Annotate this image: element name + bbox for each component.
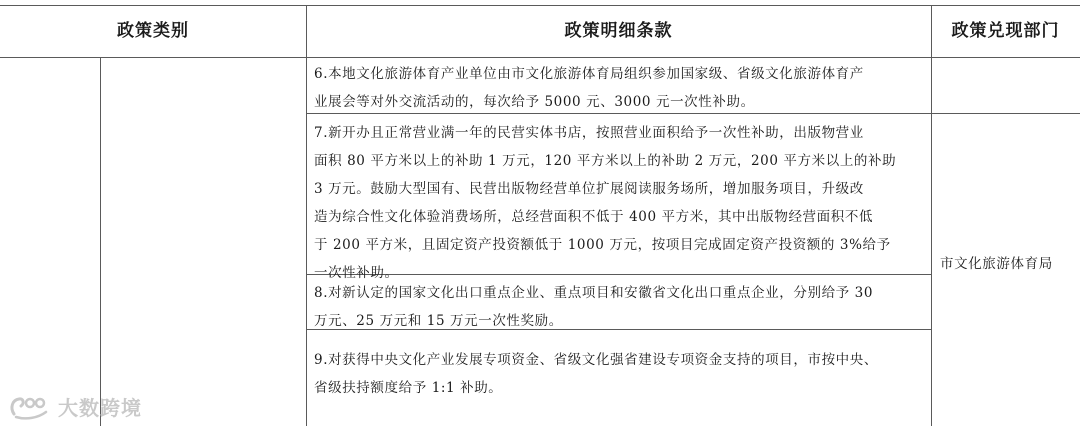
policy-row-9: 9.对获得中央文化产业发展专项资金、省级文化强省建设专项资金支持的项目，市按中央、 省级扶持额度给予 1:1 补助。 bbox=[314, 352, 878, 396]
policy-row-7: 7.新开办且正常营业满一年的民营实体书店，按照营业面积给予一次性补助，出版物营业 面积 80 平方米以上的补助 1 万元，120 平方米以上的补助 2 万元，200 平方米以上的补助 3 万元。鼓励大型国有、民营出版物经营单位扩展阅读服务场所，增加服务项目，升级改 造为综合性文化体验消费场所，总经营面积不低于 400 平方米，其中出版物经营面积不低 于 200 平方米，且固定资产投资额低于 1000 万元，按项目完成固定资产投资额的 3%给予 一次性补助。 bbox=[314, 125, 897, 281]
header-policy-category: 政策类别 bbox=[117, 21, 189, 41]
col-divider-2 bbox=[931, 5, 932, 426]
watermark-text: 大数跨境 bbox=[58, 396, 142, 420]
header-policy-details: 政策明细条款 bbox=[564, 21, 673, 41]
dept-top-divider bbox=[931, 113, 1080, 114]
department-value: 市文化旅游体育局 bbox=[940, 256, 1053, 272]
policy-row-6: 6.本地文化旅游体育产业单位由市文化旅游体育局组织参加国家级、省级文化旅游体育产 业展会等对外交流活动的，每次给予 5000 元、3000 元一次性补助。 bbox=[314, 66, 864, 110]
col-inner-left-border bbox=[100, 57, 101, 426]
watermark-logo-icon bbox=[8, 394, 52, 420]
header-policy-department: 政策兑现部门 bbox=[951, 21, 1060, 41]
watermark bbox=[8, 392, 142, 421]
policy-row-8: 8.对新认定的国家文化出口重点企业、重点项目和安徽省文化出口重点企业，分别给予 30 万元、25 万元和 15 万元一次性奖励。 bbox=[314, 285, 874, 329]
header-bottom-border bbox=[0, 57, 1080, 58]
col-divider-1 bbox=[306, 5, 307, 426]
